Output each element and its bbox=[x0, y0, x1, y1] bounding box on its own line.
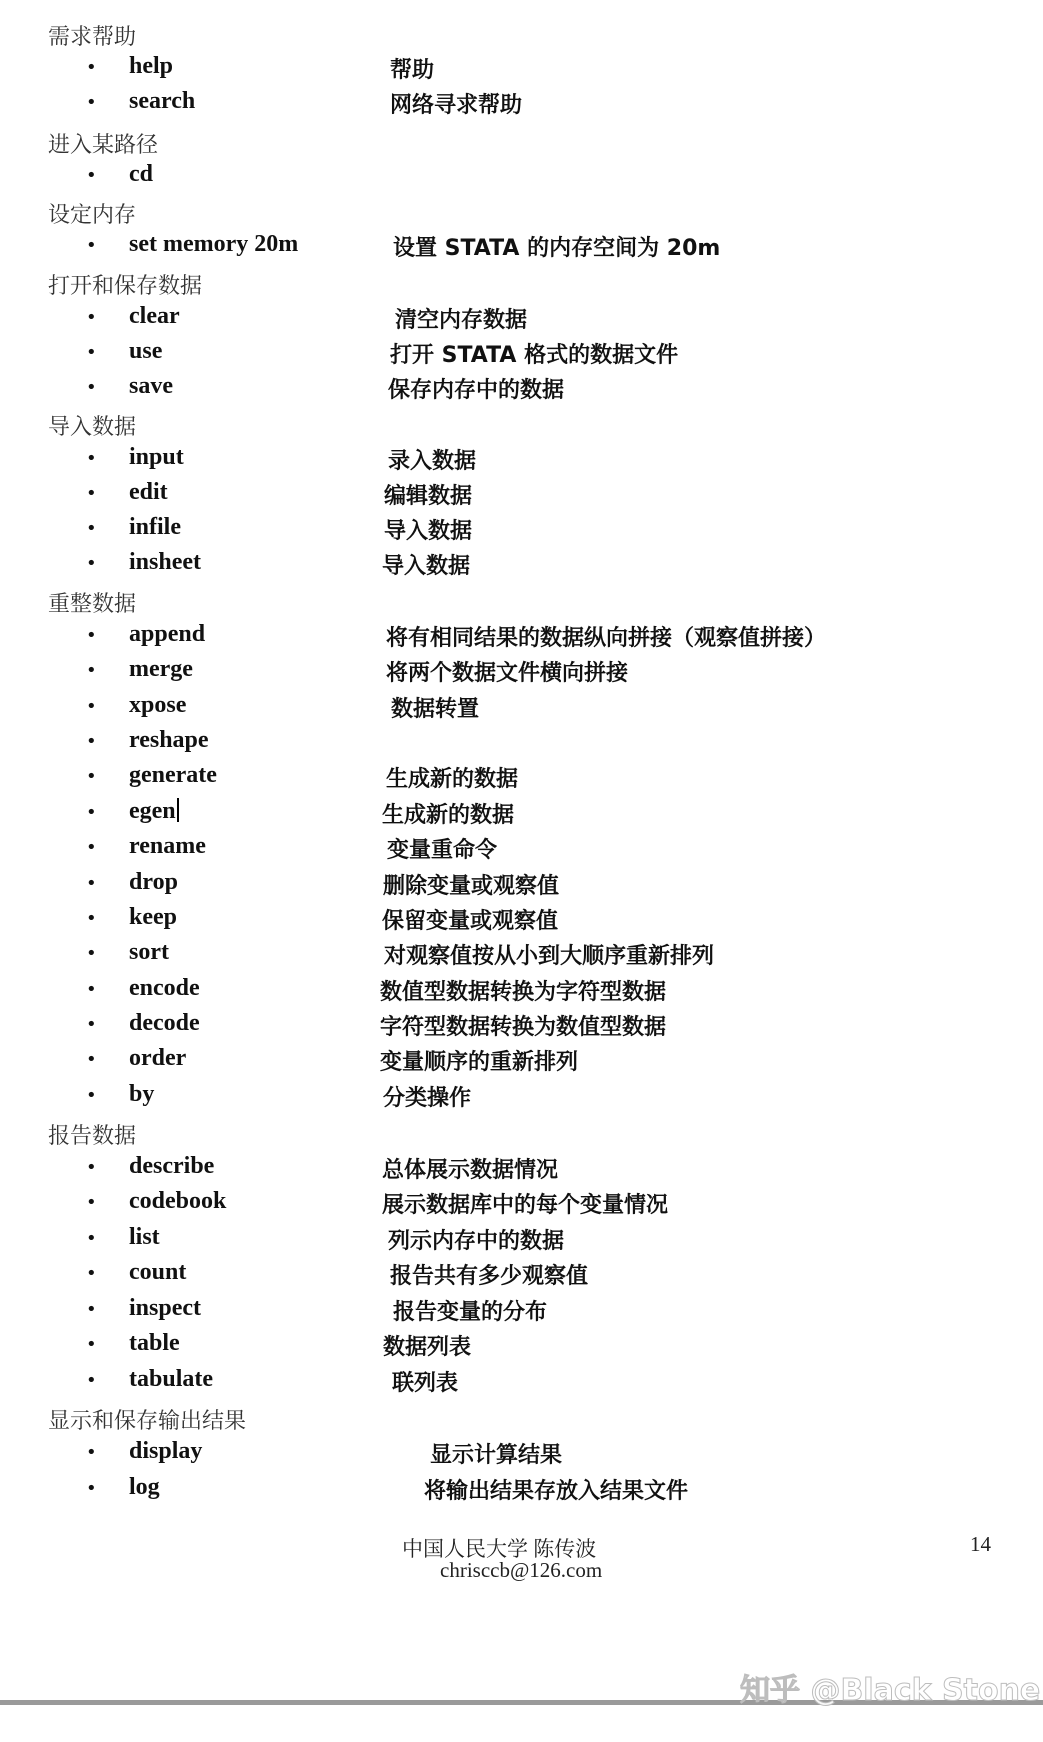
list-item bbox=[0, 1224, 1043, 1260]
section-heading: 报告数据 bbox=[48, 1124, 137, 1149]
footer-author: 中国人民大学 陈传波 bbox=[402, 1537, 597, 1561]
command-name: order bbox=[129, 1045, 187, 1071]
command-description: 保留变量或观察值 bbox=[382, 909, 559, 934]
list-item bbox=[0, 1010, 1043, 1046]
command-description: 编辑数据 bbox=[384, 484, 473, 509]
bullet: • bbox=[86, 235, 97, 256]
list-item bbox=[0, 549, 1043, 585]
bullet: • bbox=[86, 1334, 97, 1355]
bullet: • bbox=[86, 908, 97, 929]
command-name: generate bbox=[129, 762, 217, 788]
command-name: input bbox=[129, 444, 184, 470]
command-description: 数值型数据转换为字符型数据 bbox=[380, 980, 667, 1005]
command-description: 变量顺序的重新排列 bbox=[380, 1050, 579, 1075]
footer-email: chrisccb@126.com bbox=[440, 1558, 603, 1582]
section-heading: 设定内存 bbox=[48, 203, 137, 228]
command-description: 将输出结果存放入结果文件 bbox=[424, 1479, 689, 1504]
bullet: • bbox=[86, 307, 97, 328]
bullet: • bbox=[86, 979, 97, 1000]
command-description: 保存内存中的数据 bbox=[388, 378, 565, 403]
bullet: • bbox=[86, 1085, 97, 1106]
section-heading: 需求帮助 bbox=[48, 25, 137, 50]
bullet: • bbox=[86, 1228, 97, 1249]
list-item bbox=[0, 1045, 1043, 1081]
list-item bbox=[0, 656, 1043, 692]
bullet: • bbox=[86, 1299, 97, 1320]
command-description: 设置 STATA 的内存空间为 20m bbox=[393, 236, 721, 261]
command-description: 将有相同结果的数据纵向拼接（观察值拼接） bbox=[386, 626, 827, 651]
list-item bbox=[0, 161, 1043, 197]
command-name: use bbox=[129, 338, 163, 364]
command-description: 打开 STATA 格式的数据文件 bbox=[390, 343, 679, 368]
list-item bbox=[0, 621, 1043, 657]
list-item bbox=[0, 338, 1043, 374]
command-description: 总体展示数据情况 bbox=[382, 1158, 559, 1183]
command-description: 变量重命令 bbox=[387, 838, 498, 863]
command-name: search bbox=[129, 88, 196, 114]
bullet: • bbox=[86, 1192, 97, 1213]
command-name bbox=[129, 798, 179, 825]
list-item bbox=[0, 479, 1043, 515]
command-name: save bbox=[129, 373, 173, 399]
section-heading: 导入数据 bbox=[48, 415, 137, 440]
command-description: 列示内存中的数据 bbox=[388, 1229, 565, 1254]
bullet: • bbox=[86, 553, 97, 574]
command-description: 数据转置 bbox=[391, 697, 480, 722]
command-description: 数据列表 bbox=[383, 1335, 472, 1360]
bullet: • bbox=[86, 57, 97, 78]
command-name: count bbox=[129, 1259, 187, 1285]
command-description: 报告变量的分布 bbox=[393, 1300, 548, 1325]
list-item bbox=[0, 1366, 1043, 1402]
bullet: • bbox=[86, 483, 97, 504]
list-item bbox=[0, 231, 1043, 267]
command-description: 导入数据 bbox=[382, 554, 471, 579]
section-heading: 打开和保存数据 bbox=[48, 274, 203, 299]
command-description: 帮助 bbox=[390, 58, 435, 83]
bullet: • bbox=[86, 518, 97, 539]
command-name-text: egen bbox=[129, 798, 176, 824]
list-item bbox=[0, 1295, 1043, 1331]
section-heading: 重整数据 bbox=[48, 592, 137, 617]
command-name: inspect bbox=[129, 1295, 201, 1321]
list-item bbox=[0, 1259, 1043, 1295]
list-item bbox=[0, 303, 1043, 339]
command-name: append bbox=[129, 621, 206, 647]
text-cursor bbox=[177, 798, 179, 822]
bullet: • bbox=[86, 1049, 97, 1070]
bullet: • bbox=[86, 837, 97, 858]
list-item bbox=[0, 833, 1043, 869]
command-name: edit bbox=[129, 479, 168, 505]
bullet: • bbox=[86, 1263, 97, 1284]
bullet: • bbox=[86, 766, 97, 787]
bullet: • bbox=[86, 448, 97, 469]
command-description: 生成新的数据 bbox=[382, 803, 515, 828]
bullet: • bbox=[86, 943, 97, 964]
command-name: xpose bbox=[129, 692, 187, 718]
command-name: list bbox=[129, 1224, 160, 1250]
command-name: clear bbox=[129, 303, 180, 329]
bullet: • bbox=[86, 802, 97, 823]
bullet: • bbox=[86, 165, 97, 186]
list-item bbox=[0, 798, 1043, 834]
list-item bbox=[0, 1438, 1043, 1474]
command-name: by bbox=[129, 1081, 155, 1107]
list-item bbox=[0, 1330, 1043, 1366]
command-description: 网络寻求帮助 bbox=[390, 93, 523, 118]
bullet: • bbox=[86, 92, 97, 113]
bullet: • bbox=[86, 1157, 97, 1178]
page-number: 14 bbox=[970, 1532, 991, 1556]
bullet: • bbox=[86, 696, 97, 717]
command-name: codebook bbox=[129, 1188, 227, 1214]
list-item bbox=[0, 53, 1043, 89]
bullet: • bbox=[86, 731, 97, 752]
list-item bbox=[0, 1188, 1043, 1224]
section-heading: 进入某路径 bbox=[48, 133, 159, 158]
command-description: 对观察值按从小到大顺序重新排列 bbox=[384, 944, 715, 969]
list-item bbox=[0, 762, 1043, 798]
command-name: infile bbox=[129, 514, 181, 540]
list-item bbox=[0, 939, 1043, 975]
list-item bbox=[0, 514, 1043, 550]
command-name: decode bbox=[129, 1010, 200, 1036]
section-heading: 显示和保存输出结果 bbox=[48, 1409, 247, 1434]
command-description: 联列表 bbox=[392, 1371, 459, 1396]
command-name: set memory 20m bbox=[129, 231, 299, 257]
command-name: log bbox=[129, 1474, 160, 1500]
command-name: reshape bbox=[129, 727, 209, 753]
list-item bbox=[0, 1153, 1043, 1189]
command-name: cd bbox=[129, 161, 153, 187]
bullet: • bbox=[86, 625, 97, 646]
command-description: 删除变量或观察值 bbox=[383, 874, 560, 899]
bullet: • bbox=[86, 1014, 97, 1035]
command-description: 导入数据 bbox=[384, 519, 473, 544]
list-item bbox=[0, 727, 1043, 763]
command-name: tabulate bbox=[129, 1366, 213, 1392]
list-item bbox=[0, 692, 1043, 728]
command-description: 显示计算结果 bbox=[430, 1443, 563, 1468]
bullet: • bbox=[86, 1442, 97, 1463]
list-item bbox=[0, 975, 1043, 1011]
command-description: 分类操作 bbox=[383, 1086, 472, 1111]
list-item bbox=[0, 904, 1043, 940]
command-name: merge bbox=[129, 656, 193, 682]
command-name: display bbox=[129, 1438, 203, 1464]
command-description: 录入数据 bbox=[388, 449, 477, 474]
watermark: 知乎 @Black Stone bbox=[740, 1673, 1041, 1708]
command-name: rename bbox=[129, 833, 206, 859]
bullet: • bbox=[86, 342, 97, 363]
command-name: describe bbox=[129, 1153, 215, 1179]
list-item bbox=[0, 88, 1043, 124]
command-name: drop bbox=[129, 869, 178, 895]
bullet: • bbox=[86, 1478, 97, 1499]
bullet: • bbox=[86, 377, 97, 398]
command-name: keep bbox=[129, 904, 177, 930]
bullet: • bbox=[86, 660, 97, 681]
bullet: • bbox=[86, 873, 97, 894]
command-description: 字符型数据转换为数值型数据 bbox=[380, 1015, 667, 1040]
command-description: 将两个数据文件横向拼接 bbox=[386, 661, 629, 686]
command-description: 清空内存数据 bbox=[395, 308, 528, 333]
bullet: • bbox=[86, 1370, 97, 1391]
command-description: 报告共有多少观察值 bbox=[390, 1264, 589, 1289]
list-item bbox=[0, 373, 1043, 409]
list-item bbox=[0, 1081, 1043, 1117]
command-name: table bbox=[129, 1330, 180, 1356]
command-name: insheet bbox=[129, 549, 201, 575]
command-name: help bbox=[129, 53, 174, 79]
list-item bbox=[0, 1474, 1043, 1510]
command-name: sort bbox=[129, 939, 169, 965]
list-item bbox=[0, 444, 1043, 480]
command-description: 展示数据库中的每个变量情况 bbox=[382, 1193, 669, 1218]
command-name: encode bbox=[129, 975, 200, 1001]
command-description: 生成新的数据 bbox=[386, 767, 519, 792]
list-item bbox=[0, 869, 1043, 905]
